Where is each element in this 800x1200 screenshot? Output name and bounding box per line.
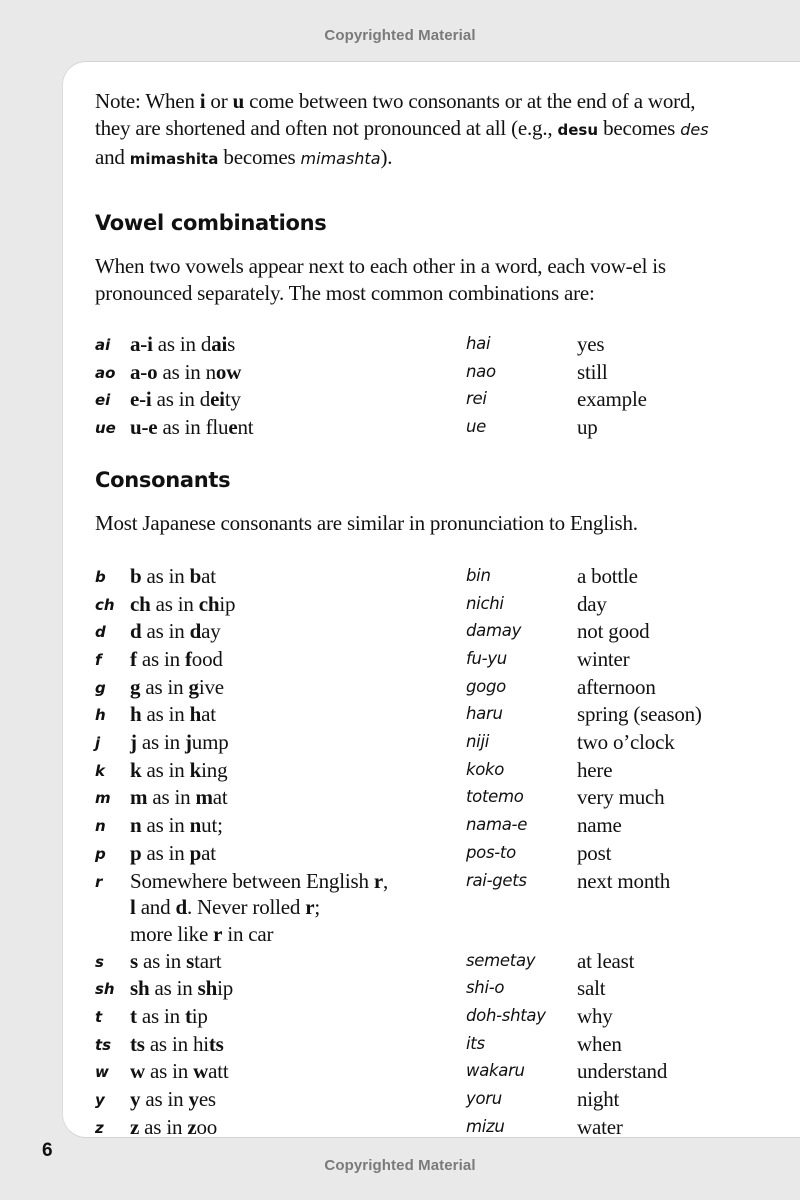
example-word: mimashita [129, 150, 219, 168]
japanese-word: fu-yu [466, 648, 507, 668]
copyright-watermark-bottom: Copyrighted Material [324, 1157, 476, 1174]
japanese-word: hai [466, 334, 491, 353]
sound-bold: m [130, 785, 148, 810]
example-post: ing [201, 757, 228, 782]
example-bold: w [193, 1059, 209, 1084]
sound-bold: ch [130, 591, 151, 616]
sound-bold: ts [130, 1031, 145, 1056]
pronunciation-desc [130, 386, 466, 414]
example-bold: k [189, 757, 202, 782]
example-bold: z [187, 1114, 197, 1139]
example-pre: d [199, 387, 211, 412]
note-bold-i: i [199, 89, 206, 113]
japanese-word: wakaru [466, 1061, 525, 1081]
example-result: des [680, 120, 709, 139]
pronunciation-desc [130, 975, 466, 1003]
japanese-word: nama-e [466, 815, 528, 835]
consonant-table [95, 563, 745, 1142]
example-word: desu [557, 121, 599, 139]
table-row [95, 840, 745, 868]
japanese-word: koko [466, 759, 505, 779]
note-text: and [95, 145, 130, 169]
desc-text: as in [141, 813, 190, 838]
desc-bold: r [373, 868, 383, 893]
english-meaning: yes [577, 332, 605, 356]
desc-text: and [135, 895, 176, 920]
table-row [95, 868, 745, 948]
sound-bold: a-i [130, 332, 153, 356]
sound-bold: s [130, 948, 138, 973]
desc-text: . Never rolled [186, 895, 306, 920]
desc-text: Somewhere between English [130, 868, 374, 893]
sound-bold: b [130, 563, 142, 588]
example-bold: ts [208, 1031, 224, 1056]
table-row [95, 701, 745, 729]
sound-bold: f [130, 646, 137, 671]
pronunciation-desc [130, 701, 466, 729]
english-meaning: day [577, 591, 607, 616]
english-meaning: why [577, 1004, 613, 1029]
pronunciation-desc [130, 812, 466, 840]
example-bold: n [189, 813, 202, 838]
desc-text: in car [222, 921, 274, 946]
note-text: becomes [218, 145, 301, 169]
japanese-word: gogo [466, 676, 506, 696]
desc-text: as in [140, 674, 189, 699]
example-bold: f [184, 646, 192, 671]
consonants-heading: Consonants [95, 467, 231, 492]
pronunciation-desc [130, 1031, 466, 1059]
example-bold: y [188, 1087, 199, 1112]
example-post: at [201, 840, 216, 865]
english-meaning: very much [577, 785, 665, 810]
pronunciation-desc [130, 1058, 466, 1086]
sound-bold: e-i [130, 387, 152, 412]
desc-text: as in [141, 757, 190, 782]
japanese-word: ue [466, 417, 487, 437]
page-number: 6 [42, 1140, 53, 1161]
example-bold: ei [210, 387, 225, 412]
sound-bold: w [130, 1059, 145, 1084]
example-pre: d [200, 332, 212, 356]
table-row [95, 563, 745, 591]
sound-bold: j [130, 730, 137, 755]
desc-text: as in [136, 646, 185, 671]
page-content [95, 88, 735, 1142]
example-post: ut; [201, 813, 223, 838]
note-text: becomes [598, 116, 681, 140]
english-meaning: post [577, 840, 612, 865]
table-row [95, 591, 745, 619]
desc-text: as in [144, 1031, 193, 1056]
example-post: tart [194, 948, 222, 973]
pronunciation-desc [130, 1114, 466, 1142]
japanese-word: nichi [466, 593, 504, 613]
japanese-word: damay [466, 621, 522, 641]
example-pre: hi [192, 1031, 209, 1056]
japanese-word: rei [466, 389, 487, 409]
japanese-word: rai-gets [466, 870, 527, 890]
romaji-key: t [95, 1008, 103, 1027]
example-bold: m [195, 785, 213, 810]
pronunciation-desc [130, 591, 466, 619]
table-row [95, 674, 745, 702]
desc-text: as in [136, 1004, 185, 1029]
pronunciation-desc [130, 729, 466, 757]
desc-text: as in [152, 332, 201, 356]
table-row [95, 1086, 745, 1114]
desc-text: more like [130, 921, 214, 946]
english-meaning: at least [577, 948, 635, 973]
desc-text: as in [141, 840, 190, 865]
example-bold: ai [211, 332, 228, 356]
note-text: come between two consonants or at the end of a word, they are shortened and often not pronounced at all (e.g., [95, 89, 696, 140]
example-bold: h [189, 702, 202, 727]
vowels-intro-text: When two vowels appear next to each other in a word, each vow-el is pronounced separately. The most common combinations are: [95, 254, 666, 305]
romaji-key: m [95, 789, 111, 808]
romaji-key: ai [95, 336, 111, 354]
japanese-word: bin [466, 565, 491, 585]
pronunciation-desc [130, 359, 466, 387]
table-row [95, 1031, 745, 1059]
sound-bold: t [130, 1004, 137, 1029]
sound-bold: sh [130, 976, 150, 1001]
desc-bold: d [175, 895, 187, 920]
table-row [95, 1003, 745, 1031]
desc-text: , [382, 868, 389, 893]
romaji-key: ts [95, 1035, 112, 1054]
romaji-key: sh [95, 980, 115, 999]
desc-text: as in [144, 1059, 194, 1084]
english-meaning: night [577, 1087, 620, 1112]
english-meaning: example [577, 387, 647, 412]
pronunciation-desc [130, 563, 466, 591]
example-post: ood [191, 646, 223, 671]
example-bold: t [184, 1004, 192, 1029]
pronunciation-desc [130, 414, 466, 442]
example-post: nt [237, 415, 254, 440]
consonants-intro: Most Japanese consonants are similar in pronunciation to English. [95, 510, 638, 535]
note-text: ). [380, 145, 393, 169]
romaji-key: h [95, 706, 106, 725]
desc-text: as in [136, 730, 185, 755]
vowel-combinations-heading: Vowel combinations [95, 211, 327, 235]
romaji-key: b [95, 567, 106, 586]
example-bold: ch [198, 591, 220, 616]
romaji-key: ei [95, 391, 111, 410]
english-meaning: spring (season) [577, 702, 702, 727]
desc-text: as in [141, 563, 190, 588]
desc-text: as in [137, 948, 187, 973]
example-bold: d [189, 619, 202, 644]
example-post: ip [217, 976, 234, 1001]
japanese-word: pos-to [466, 842, 516, 862]
example-post: ive [198, 674, 224, 699]
desc-text: as in [140, 1087, 189, 1112]
example-post: ip [191, 1004, 208, 1029]
table-row [95, 386, 745, 414]
table-row [95, 975, 745, 1003]
desc-text: as in [141, 619, 190, 644]
pronunciation-desc [130, 674, 466, 702]
pronunciation-desc [130, 1003, 466, 1031]
romaji-key: w [95, 1063, 109, 1082]
sound-bold: z [130, 1114, 140, 1139]
romaji-key: z [95, 1118, 104, 1137]
sound-bold: g [130, 674, 141, 699]
romaji-key: j [95, 734, 101, 753]
example-bold: ow [215, 359, 242, 384]
example-post: at [201, 702, 216, 727]
english-meaning: next month [577, 868, 671, 893]
english-meaning: understand [577, 1059, 668, 1084]
english-meaning: name [577, 813, 622, 838]
desc-text: as in [150, 591, 199, 616]
pronunciation-desc [130, 948, 466, 976]
example-pre: flu [205, 415, 229, 440]
pronunciation-desc [130, 840, 466, 868]
table-row [95, 414, 745, 442]
romaji-key: n [95, 817, 106, 836]
romaji-key: p [95, 844, 106, 863]
desc-text: as in [149, 976, 198, 1001]
example-post: ump [191, 730, 229, 755]
table-row [95, 757, 745, 785]
sound-bold: h [130, 702, 142, 727]
japanese-word: haru [466, 704, 503, 724]
romaji-key: d [95, 623, 106, 642]
example-bold: g [188, 674, 199, 699]
vowels-intro [95, 253, 735, 307]
example-post: es [198, 1087, 216, 1112]
table-row [95, 646, 745, 674]
pronunciation-desc [130, 618, 466, 646]
japanese-word: totemo [466, 787, 524, 807]
english-meaning: two o’clock [577, 730, 675, 755]
desc-bold: l [130, 895, 136, 920]
sound-bold: y [130, 1087, 141, 1112]
english-meaning: still [577, 359, 608, 384]
japanese-word: doh-shtay [466, 1006, 546, 1026]
pronunciation-desc [130, 868, 466, 948]
example-bold: sh [197, 976, 218, 1001]
english-meaning: salt [577, 976, 606, 1001]
romaji-key: f [95, 650, 102, 669]
example-post: ty [224, 387, 241, 412]
sound-bold: a-o [130, 359, 158, 384]
desc-text: as in [141, 702, 190, 727]
sound-bold: p [130, 840, 142, 865]
english-meaning: a bottle [577, 563, 638, 588]
table-row [95, 1114, 745, 1142]
pronunciation-desc [130, 646, 466, 674]
example-bold: p [189, 840, 202, 865]
example-post: at [201, 563, 216, 588]
english-meaning: afternoon [577, 674, 656, 699]
table-row [95, 784, 745, 812]
japanese-word: nao [466, 361, 496, 381]
desc-text: as in [151, 387, 200, 412]
table-row [95, 729, 745, 757]
romaji-key: s [95, 952, 104, 971]
table-row [95, 948, 745, 976]
sound-bold: u-e [130, 415, 158, 440]
desc-text: ; [314, 895, 321, 920]
english-meaning: up [577, 415, 598, 440]
desc-text: as in [147, 785, 196, 810]
example-post: ip [219, 591, 236, 616]
note-text: Note: When [95, 89, 200, 113]
pronunciation-desc [130, 331, 466, 359]
japanese-word: niji [466, 732, 490, 752]
note-text: or [205, 89, 233, 113]
note-bold-u: u [232, 89, 245, 113]
desc-text: as in [139, 1114, 188, 1139]
sound-bold: d [130, 619, 142, 644]
english-meaning: when [577, 1031, 622, 1056]
table-row [95, 618, 745, 646]
table-row [95, 812, 745, 840]
example-post: ay [201, 619, 221, 644]
romaji-key: g [95, 678, 106, 697]
desc-bold: r [213, 921, 223, 946]
english-meaning: not good [577, 619, 650, 644]
sound-bold: k [130, 757, 142, 782]
example-bold: s [186, 948, 195, 973]
table-row [95, 1058, 745, 1086]
table-row [95, 359, 745, 387]
japanese-word: mizu [466, 1116, 505, 1136]
desc-bold: r [305, 895, 315, 920]
romaji-key: ch [95, 595, 115, 614]
japanese-word: semetay [466, 950, 536, 970]
example-pre: n [205, 359, 216, 384]
example-post: oo [196, 1114, 218, 1139]
romaji-key: k [95, 761, 105, 780]
english-meaning: water [577, 1114, 623, 1139]
copyright-watermark-top: Copyrighted Material [324, 27, 476, 44]
romaji-key: ue [95, 419, 116, 438]
romaji-key: y [95, 1091, 105, 1110]
example-result: mimashta [300, 149, 381, 168]
example-bold: j [184, 730, 192, 755]
example-bold: b [189, 563, 202, 588]
english-meaning: here [577, 757, 613, 782]
japanese-word: its [466, 1033, 485, 1053]
example-post: at [212, 785, 228, 810]
pronunciation-desc [130, 1086, 466, 1114]
desc-text: as in [157, 415, 206, 440]
pronunciation-desc [130, 757, 466, 785]
example-post: att [208, 1059, 229, 1084]
example-post: s [227, 332, 236, 356]
sound-bold: n [130, 813, 142, 838]
romaji-key: r [95, 872, 103, 891]
pronunciation-desc [130, 784, 466, 812]
english-meaning: winter [577, 646, 630, 671]
desc-text: as in [157, 359, 206, 384]
example-bold: e [228, 415, 238, 440]
romaji-key: ao [95, 363, 116, 382]
note-paragraph [95, 88, 735, 173]
table-row [95, 331, 745, 359]
japanese-word: shi-o [466, 978, 505, 998]
vowel-table [95, 331, 745, 442]
japanese-word: yoru [466, 1089, 502, 1109]
